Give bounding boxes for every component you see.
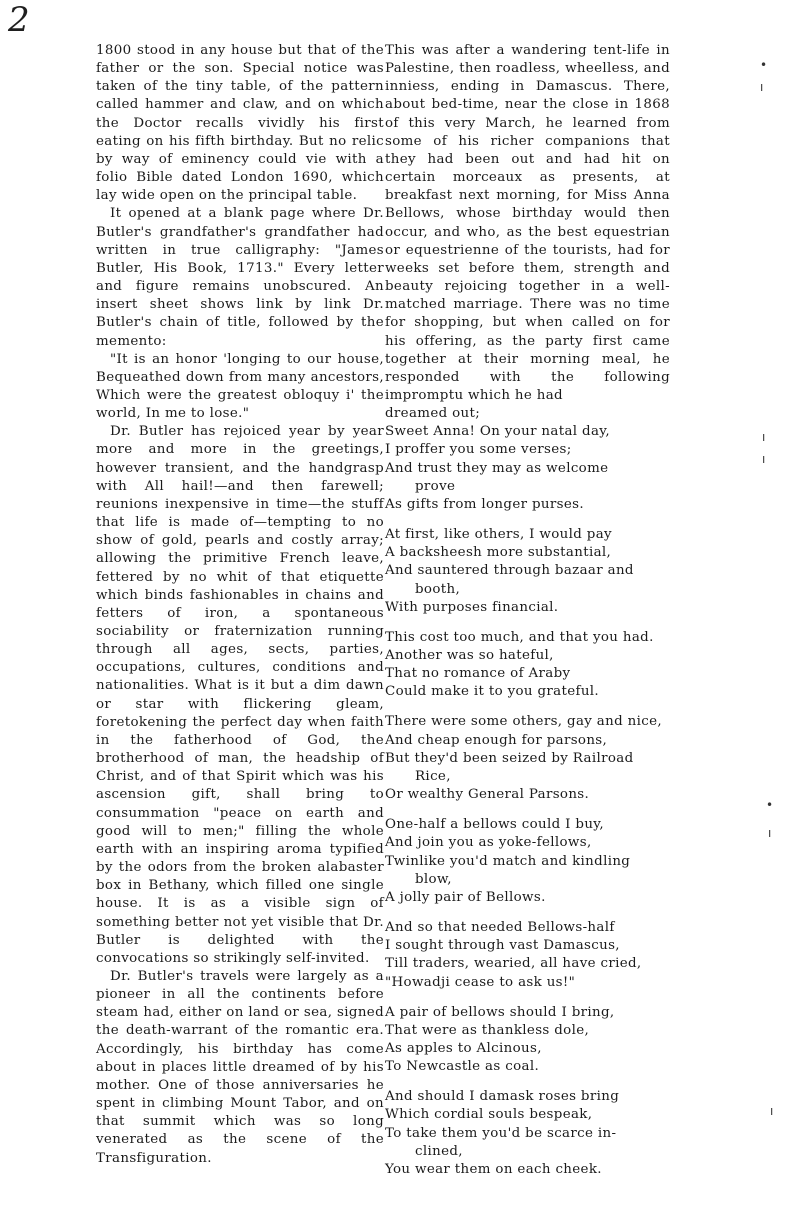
poem-stanza (385, 816, 670, 907)
verse-line: One-half a bellows could I buy, (385, 817, 605, 833)
paragraph: This was after a wandering tent-life in Palestine, then roadless, wheelless, and inniess, ending in Damascus. There, about bed-time, near the close in 1868 of this very March, he learned from some of his richer companions that they had been out and had hit on certain morceaux as presents, at breakfast next morning, for Miss Anna Bellows, whose birthday would then occur, and who, as the best equestrian or equestrienne of the tourists, had for weeks set before them, strength and beauty rejoicing together in a well-matched marriage. There was no time for shopping, but when called on for his offering, as the party first came together at their morning meal, he responded with the following impromptu which he had (385, 43, 670, 403)
paragraph: Dr. Butler has rejoiced year by year more and more in the greetings, however transient, and the handgrasp with All hail!—and then farewell; reunions inexpensive in time—the stuff that life is made of—tempting to no show of gold, pearls and costly array; allowing the primitive French leave, fettered by no whit of that etiquette which binds fashionables in chains and fetters of iron, a spontaneous sociability or fraternization running through all ages, sects, parties, occupations, cultures, conditions and nationalities. What is it but a dim dawn or star with flickering gleam, foretokening the perfect day when faith in the fatherhood of God, the brotherhood of man, the headship of Christ, and of that Spirit which was his ascension gift, shall bring to consummation "peace on earth and good will to men;" filling the whole earth with an inspiring aroma typified by the odors from the broken alabaster box in Bethany, which filled one single house. It is as a visible sign of something better not yet visible that Dr. Butler is delighted with the convocations so strikingly self-invited. (96, 424, 384, 966)
verse-line: Rice, (415, 768, 451, 784)
verse-line: That were as thankless dole, (385, 1022, 590, 1038)
scan-speck: ı (762, 452, 766, 466)
verse-line: A jolly pair of Bellows. (385, 889, 546, 905)
verse-line: A backsheesh more substantial, (385, 545, 612, 561)
paragraph: Dr. Butler's travels were largely as a pioneer in all the continents before steam had, either on land or sea, signed the death-warrant of the romantic era. Accordingly, his birthday has come about in places little dreamed of by his mother. One of those anniversaries he spent in climbing Mount Tabor, and on that summit which was so long venerated as the scene of the Transfiguration. (96, 968, 384, 1166)
verse-line: You wear them on each cheek. (385, 1161, 602, 1177)
verse-line: I sought through vast Damascus, (385, 938, 620, 954)
poem-stanza (385, 526, 670, 617)
scan-speck: ı (770, 1104, 774, 1118)
verse-line: As gifts from longer purses. (385, 496, 584, 512)
paragraph: It opened at a blank page where Dr. Butler's grandfather's grandfather had written in true calligraphy: "James Butler, His Book, 1713." Every letter and figure remains unobscured. An insert sheet shows link by link Dr. Butler's chain of title, followed by the memento: (96, 206, 384, 349)
verse-line: A pair of bellows should I bring, (385, 1004, 615, 1020)
right-column (385, 42, 670, 1179)
page-number: 2 (8, 0, 30, 40)
verse-line: clined, (415, 1143, 463, 1159)
verse-line: At first, like others, I would pay (385, 527, 612, 543)
poem-stanza (385, 713, 670, 804)
poem-stanza (385, 629, 670, 702)
verse-line: With purposes financial. (385, 599, 559, 615)
verse-line: "Howadji cease to ask us!" (385, 974, 576, 990)
poem-stanza (385, 1088, 670, 1179)
verse-line: To take them you'd be scarce in- (385, 1125, 617, 1141)
verse-line: But they'd been seized by Railroad (385, 750, 634, 766)
verse-line: Another was so hateful, (385, 648, 554, 663)
verse-line: Which cordial souls bespeak, (385, 1107, 593, 1123)
verse-line: And cheap enough for parsons, (385, 732, 608, 748)
verse-line: Could make it to you grateful. (385, 684, 600, 700)
scan-speck: ı (768, 826, 772, 840)
verse-line: As apples to Alcinous, (385, 1040, 542, 1056)
quotation: "It is an honor 'longing to our house, Bequeathed down from many ancestors, Which were the greatest obloquy i' the world, In me to lose." (96, 351, 384, 422)
verse-line: prove (415, 478, 456, 494)
left-column (96, 42, 384, 1168)
poem (385, 423, 670, 1179)
verse-line: And so that needed Bellows-half (385, 920, 615, 936)
scan-speck: ı (762, 430, 766, 444)
verse-line: And trust they may as welcome (385, 460, 609, 476)
verse-line: That no romance of Araby (385, 666, 571, 682)
verse-line: And sauntered through bazaar and (385, 563, 634, 579)
scan-speck: • (760, 58, 768, 72)
verse-line: Or wealthy General Parsons. (385, 787, 590, 803)
verse-line: And should I damask roses bring (385, 1089, 620, 1105)
verse-line: And join you as yoke-fellows, (385, 835, 592, 851)
paragraph-end: dreamed out; (385, 406, 481, 422)
scan-speck: • (766, 798, 774, 812)
verse-line: blow, (415, 871, 452, 887)
poem-stanza (385, 1004, 670, 1077)
verse-line: To Newcastle as coal. (385, 1059, 540, 1075)
poem-stanza (385, 919, 670, 992)
verse-line: Sweet Anna! On your natal day, (385, 424, 611, 440)
poem-stanza (385, 423, 670, 514)
verse-line: Till traders, wearied, all have cried, (385, 956, 642, 972)
verse-line: This cost too much, and that you had. (385, 629, 654, 645)
verse-line: I proffer you some verses; (385, 442, 572, 458)
verse-line: booth, (415, 581, 461, 597)
paragraph: 1800 stood in any house but that of the father or the son. Special notice was taken of the tiny table, of the pattern called hammer and claw, and on which the Doctor recalls vividly his first eating on his fifth birthday. But no relic by way of eminency could vie with a folio Bible dated London 1690, which lay wide open on the principal table. (96, 43, 384, 204)
scan-speck: ı (760, 80, 764, 94)
verse-line: Twinlike you'd match and kindling (385, 853, 631, 869)
verse-line: There were some others, gay and nice, (385, 714, 662, 730)
